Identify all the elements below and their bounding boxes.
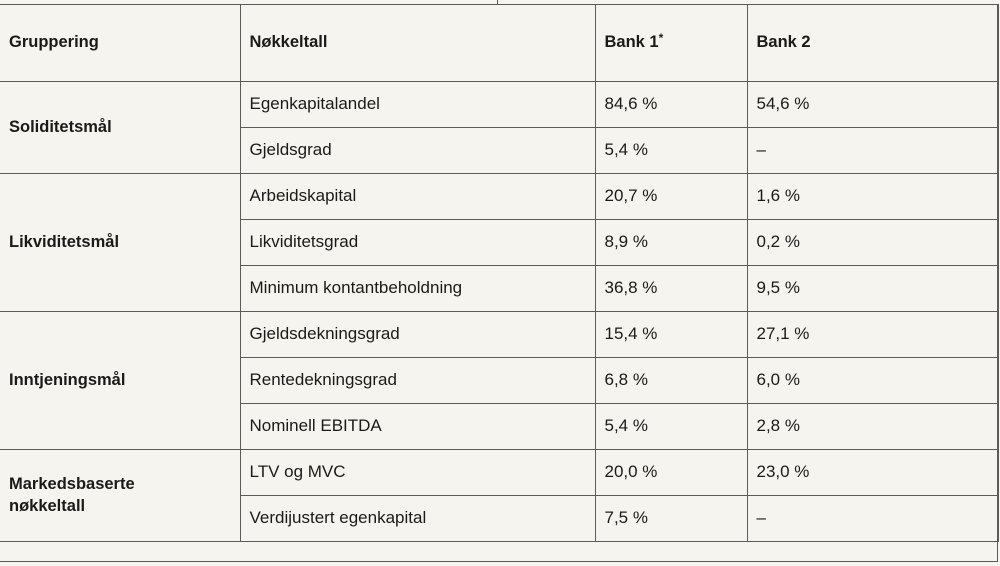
metric-cell: Minimum kontantbeholdning	[240, 265, 595, 311]
table-row	[0, 173, 998, 219]
header-grouping: Gruppering	[0, 4, 240, 81]
bank2-value: 1,6 %	[747, 173, 998, 219]
metric-cell: LTV og MVC	[240, 449, 595, 495]
table-row	[0, 449, 998, 495]
bank1-value: 15,4 %	[595, 311, 747, 357]
metric-cell: Gjeldsdekningsgrad	[240, 311, 595, 357]
bank1-value: 84,6 %	[595, 81, 747, 127]
group-liquidity: Likviditetsmål	[0, 173, 240, 311]
metric-cell: Egenkapitalandel	[240, 81, 595, 127]
group-market-based	[0, 449, 240, 541]
metric-cell: Arbeidskapital	[240, 173, 595, 219]
group-market-line1: Markedsbaserte	[9, 475, 135, 493]
metric-cell: Likviditetsgrad	[240, 219, 595, 265]
metric-cell: Verdijustert egenkapital	[240, 495, 595, 541]
bank1-value: 7,5 %	[595, 495, 747, 541]
bank1-value: 8,9 %	[595, 219, 747, 265]
header-bank1	[595, 4, 747, 81]
metric-cell: Gjeldsgrad	[240, 127, 595, 173]
bank1-value: 5,4 %	[595, 403, 747, 449]
header-row	[0, 4, 998, 81]
group-solidity: Soliditetsmål	[0, 81, 240, 173]
bank2-value: 27,1 %	[747, 311, 998, 357]
bank1-value: 36,8 %	[595, 265, 747, 311]
group-earnings: Inntjeningsmål	[0, 311, 240, 449]
metric-cell: Nominell EBITDA	[240, 403, 595, 449]
bank1-value: 20,0 %	[595, 449, 747, 495]
header-bank2: Bank 2	[747, 4, 998, 81]
metric-cell: Rentedekningsgrad	[240, 357, 595, 403]
bank1-value: 6,8 %	[595, 357, 747, 403]
bank2-value: 6,0 %	[747, 357, 998, 403]
bank2-value: 23,0 %	[747, 449, 998, 495]
bank1-value: 5,4 %	[595, 127, 747, 173]
group-market-line2: nøkkeltall	[9, 497, 86, 515]
bank2-value: –	[747, 495, 998, 541]
footnote-mark: *	[658, 31, 664, 46]
table-row	[0, 311, 998, 357]
header-bank1-label: Bank 1	[604, 33, 659, 52]
header-metric: Nøkkeltall	[240, 4, 595, 81]
key-figures-table	[0, 4, 999, 542]
bank2-value: –	[747, 127, 998, 173]
bank2-value: 54,6 %	[747, 81, 998, 127]
bank2-value: 9,5 %	[747, 265, 998, 311]
table-row	[0, 81, 998, 127]
bank2-value: 2,8 %	[747, 403, 998, 449]
bank1-value: 20,7 %	[595, 173, 747, 219]
bank2-value: 0,2 %	[747, 219, 998, 265]
